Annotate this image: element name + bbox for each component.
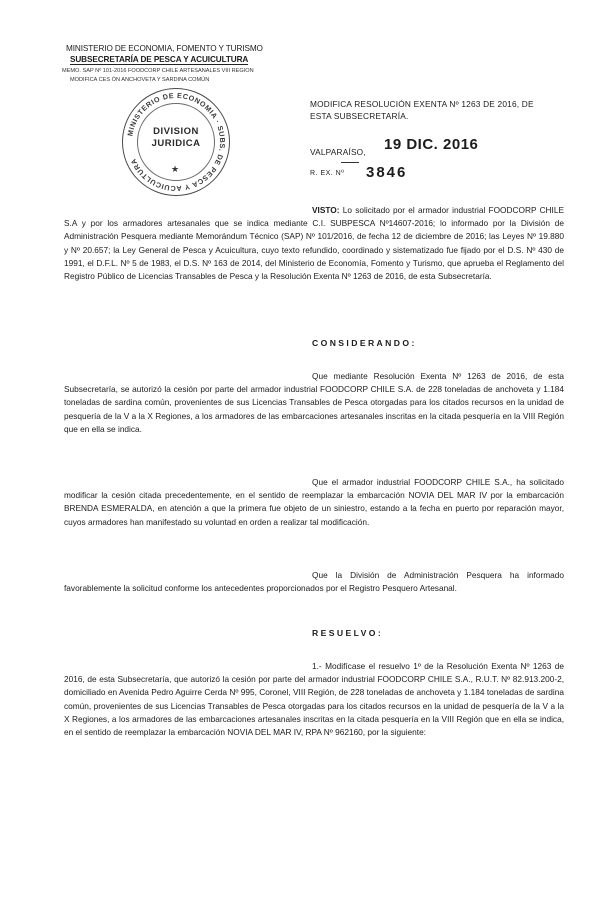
- resolution-label: R. EX. Nº: [310, 170, 345, 177]
- considerando-paragraph-2: Que el armador industrial FOODCORP CHILE S.A., ha solicitado modificar la cesión citada precedentemente, en el sentido de reemplazar la embarcación NOVIA DEL MAR IV por la embarcación BRENDA ESMERALDA, en atención a que la primera fue objeto de un siniestro, estando a la fecha en puerto por reparación mayor, cuyos armadores han manifestado su voluntad en orden a realizar tal modificación.: [64, 477, 564, 527]
- resolution-title-line-2: ESTA SUBSECRETARÍA.: [310, 111, 409, 121]
- visto-label: VISTO:: [312, 205, 340, 215]
- official-stamp: [122, 88, 230, 196]
- memo-reference: MEMO. SAP Nº 101-2016 FOODCORP CHILE ARTESANALES VIII REGION: [62, 68, 254, 74]
- ministry-name: MINISTERIO DE ECONOMIA, FOMENTO Y TURISMO: [66, 44, 263, 53]
- resolution-number: 3846: [366, 164, 408, 181]
- subject-reference: MODIFICA CES ÓN ANCHOVETA Y SARDINA COMÚN: [70, 77, 210, 83]
- city-label: VALPARAÍSO,: [310, 147, 366, 157]
- visto-paragraph: [64, 204, 564, 283]
- resolution-date: 19 DIC. 2016: [384, 136, 479, 153]
- svg-text:MINISTERIO DE ECONOMIA · SUBS.: MINISTERIO DE ECONOMIA · SUBS. DE PESCA Y ACUICULTURA: [125, 90, 228, 194]
- divider-dash: [341, 162, 359, 163]
- subsecretaria-label: SUBSECRETARÍA DE PESCA Y ACUICULTURA: [70, 55, 249, 64]
- resuelvo-paragraph-1: 1.- Modifícase el resuelvo 1º de la Resolución Exenta Nº 1263 de 2016, de esta Subsecretaría, que autorizó la cesión por parte del armador industrial FOODCORP CHILE S.A., R.U.T. Nº 82.913.200-2, domiciliado en Avenida Pedro Aguirre Cerda Nº 995, Coronel, VIII Región, de 228 toneladas de anchoveta y 1.184 toneladas de sardina común, provenientes de sus Licencias Transables de Pesca otorgadas para los citados recursos en la unidad de pesquería de la V a la X Regiones, a los armadores de las embarcaciones artesanales inscritas en la citada pesquería en la VIII Región que en ella se indica, en el sentido de reemplazar la embarcación NOVIA DEL MAR IV, RPA Nº 962160, por la siguiente:: [64, 661, 564, 738]
- considerando-heading: CONSIDERANDO:: [312, 338, 417, 348]
- considerando-paragraph-3: Que la División de Administración Pesquera ha informado favorablemente la solicitud conforme los antecedentes proporcionados por el Registro Pesquero Artesanal.: [64, 570, 564, 594]
- visto-text: Lo solicitado por el armador industrial FOODCORP CHILE S.A y por los armadores artesanales que se indica mediante C.I. SUBPESCA Nº14607-2016; lo informado por la División de Administración Pesquera mediante Memorándum Técnico (SAP) Nº 101/2016, de fecha 12 de diciembre de 2016; las Leyes Nº 19.880 y Nº 20.657; la Ley General de Pesca y Acuicultura, cuyo texto refundido, coordinado y sistematizado fue fijado por el D.S. Nº 430 de 1991, el D.F.L. Nº 5 de 1983, el D.S. Nº 163 de 2014, del Ministerio de Economía, Fomento y Turismo, que aprueba el Reglamento del Registro Público de Licencias Transables de Pesca y la Resolución Exenta Nº 1263 de 2016, de esta Subsecretaría.: [64, 205, 564, 282]
- resolution-title-line-1: MODIFICA RESOLUCIÓN EXENTA Nº 1263 DE 2016, DE: [310, 99, 534, 109]
- subsecretaria-name: [70, 55, 290, 66]
- considerando-paragraph-1: Que mediante Resolución Exenta Nº 1263 de 2016, de esta Subsecretaría, se autorizó la cesión por parte del armador industrial FOODCORP CHILE S.A. de 228 toneladas de anchoveta y 1.184 toneladas de sardina común, provenientes de sus Licencias Transables de Pesca otorgadas para los citados recursos en la unidad de pesquería de la V a la X Regiones, a los armadores de las embarcaciones artesanales inscritas en la citada pesquería en la VIII Región que en ella se indica.: [64, 371, 564, 434]
- stamp-line-1: DIVISION: [153, 126, 199, 137]
- stamp-line-2: JURIDICA: [151, 138, 201, 149]
- resuelvo-heading: RESUELVO:: [312, 628, 384, 638]
- star-icon: ★: [171, 164, 180, 174]
